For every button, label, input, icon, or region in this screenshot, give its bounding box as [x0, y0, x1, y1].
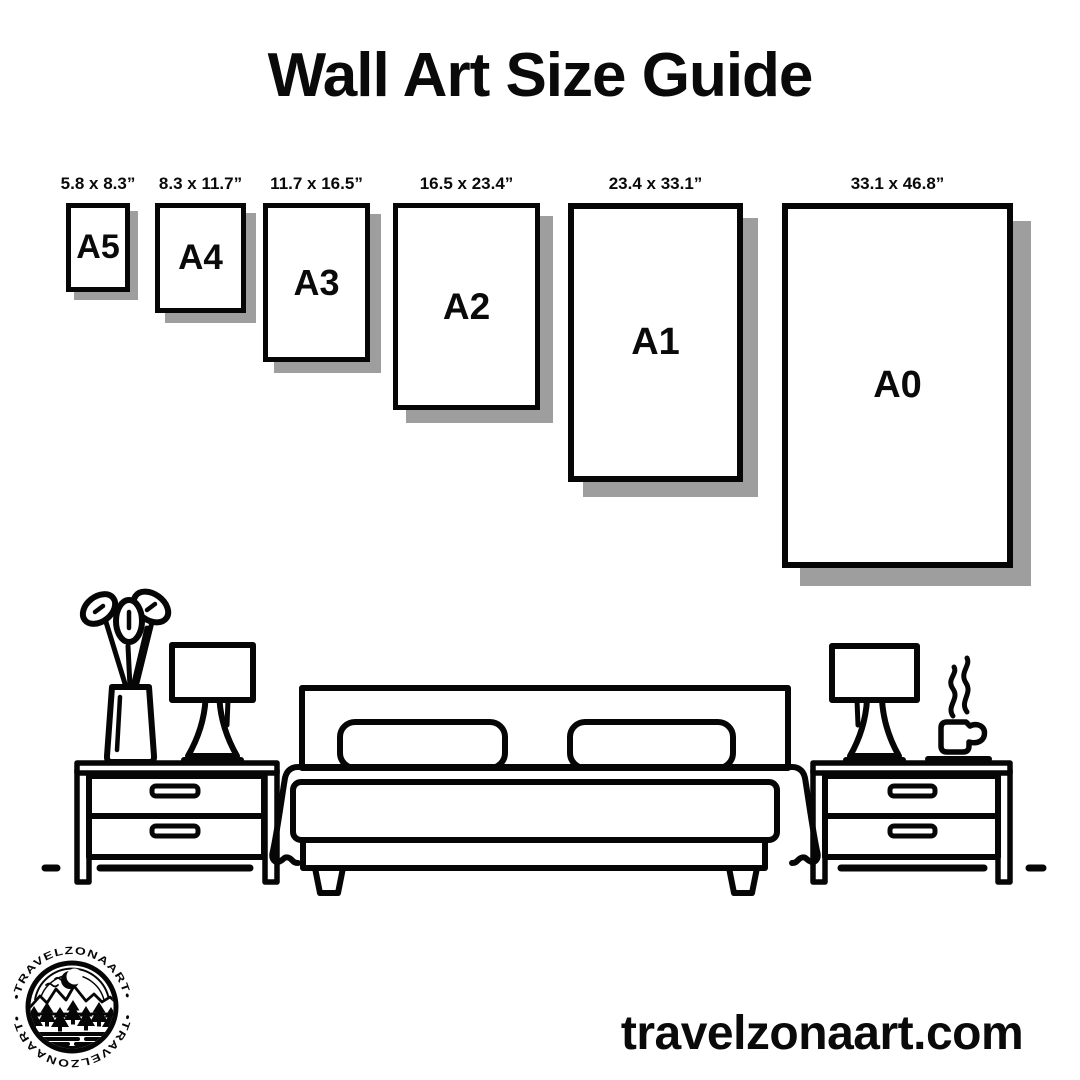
pillow-right — [570, 722, 733, 768]
drawer-handle — [152, 826, 198, 836]
double-bed — [272, 688, 817, 893]
mattress — [293, 782, 777, 840]
size-dimensions-label: 23.4 x 33.1” — [608, 174, 703, 193]
logo-ring-text-bottom: •TRAVELZONAART• — [10, 1013, 134, 1070]
frame-size-name: A1 — [631, 321, 680, 363]
frame-size-name: A3 — [293, 261, 340, 303]
steam-icon — [951, 658, 968, 716]
nightstand-top — [813, 763, 1010, 773]
website-url: travelzonaart.com — [620, 1007, 1024, 1060]
nightstand-top — [77, 763, 277, 773]
nightstand-left — [77, 763, 277, 882]
drawer-handle — [152, 786, 198, 796]
vase-highlight — [117, 697, 120, 750]
frame-size-name: A0 — [873, 364, 922, 406]
bed-base — [303, 840, 765, 868]
logo-badge — [11, 945, 134, 1069]
potted-plant — [77, 585, 174, 762]
bed-leg — [315, 868, 343, 893]
frame-size-name: A2 — [442, 285, 491, 327]
drawer-handle — [890, 786, 935, 796]
page-title: Wall Art Size Guide — [267, 41, 813, 110]
frame-size-name: A5 — [76, 228, 120, 266]
size-dimensions-label: 5.8 x 8.3” — [60, 174, 136, 193]
cup-body — [941, 722, 985, 752]
table-lamp-right — [832, 646, 917, 760]
size-dimensions-label: 16.5 x 23.4” — [419, 174, 514, 193]
frame-size-name: A4 — [178, 238, 223, 277]
size-dimensions-label: 33.1 x 46.8” — [850, 174, 945, 193]
lamp-cord — [857, 700, 858, 725]
vase — [107, 687, 154, 762]
drawer-handle — [890, 826, 935, 836]
lamp-shade — [832, 646, 917, 700]
lamp-cord — [227, 700, 228, 725]
pillow-left — [340, 722, 505, 768]
nightstand-right — [813, 763, 1010, 882]
logo-ring-text-top: •TRAVELZONAART• — [10, 944, 134, 1001]
lamp-shade — [172, 645, 253, 700]
bed-leg — [729, 868, 757, 893]
size-dimensions-label: 11.7 x 16.5” — [270, 174, 363, 193]
coffee-cup — [928, 658, 989, 759]
size-dimensions-label: 8.3 x 11.7” — [158, 174, 243, 193]
table-lamp-left — [172, 645, 253, 760]
